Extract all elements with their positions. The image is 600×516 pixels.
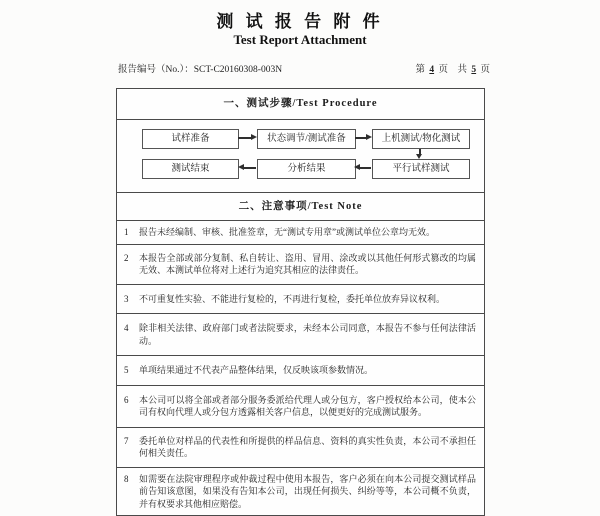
note-number: 5: [124, 365, 129, 375]
note-row: [117, 285, 484, 315]
note-number: 8: [124, 473, 129, 484]
note-text: 委托单位对样品的代表性和所提供的样品信息、资料的真实性负责，本公司不承担任何相关责任。: [139, 435, 476, 458]
page-subtitle: Test Report Attachment: [233, 32, 367, 47]
page-indicator-mid: 页 共: [438, 65, 467, 75]
note-text: 不可重复性实验、不能进行复检的，不再进行复检，委托单位放弃异议权利。: [139, 293, 446, 304]
arrow-left-icon: [244, 167, 256, 169]
arrow-down-icon: [419, 149, 421, 154]
note-number: 7: [124, 435, 129, 446]
note-text: 本报告全部或部分复制、私自转让、盗用、冒用、涂改或以其他任何形式篡改的均属无效、本测试单位将对上述行为追究其相应的法律责任。: [139, 252, 476, 275]
page-indicator: [415, 61, 490, 75]
note-row: [117, 245, 484, 285]
arrow-right-icon: [238, 137, 251, 139]
page-current-number: 4: [429, 65, 435, 75]
note-number: 6: [124, 394, 129, 405]
note-row: [117, 221, 484, 245]
flow-box-analyze-results: 分析结果: [257, 159, 356, 179]
flow-box-sample-prep: 试样准备: [142, 129, 239, 149]
flow-box-test-end: 测试结束: [142, 159, 239, 179]
test-procedure-flowchart: [117, 120, 484, 193]
note-row: [117, 428, 484, 468]
note-number: 4: [124, 323, 129, 333]
note-number: 2: [124, 252, 129, 263]
note-row: [117, 468, 484, 516]
note-text: 如需要在法院审理程序或仲裁过程中使用本报告，客户必须在向本公司提交测试样品前告知该意图，如果没有告知本公司，出现任何损失、纠纷等等，本公司概不负责，并有权要求其他相应赔偿。: [139, 473, 476, 509]
report-attachment-table: [116, 88, 485, 516]
flow-box-machine-test: 上机测试/物化测试: [372, 129, 470, 149]
section-header-notes: 二、注意事项/Test Note: [117, 193, 484, 221]
section-header-procedure: 一、测试步骤/Test Procedure: [117, 89, 484, 120]
page-title: 测 试 报 告 附 件: [216, 12, 384, 31]
page-indicator-suffix: 页: [480, 65, 490, 75]
report-number: [118, 61, 282, 75]
note-row: [117, 314, 484, 356]
note-row: [117, 386, 484, 428]
flow-box-conditioning: 状态调节/测试准备: [257, 129, 356, 149]
note-number: 1: [124, 227, 129, 237]
note-text: 除非相关法律、政府部门或者法院要求，未经本公司同意，本报告不参与任何法律活动。: [139, 323, 476, 346]
page-indicator-prefix: 第: [415, 65, 425, 75]
page-total-number: 5: [471, 65, 477, 75]
meta-row: [118, 61, 490, 75]
note-row: [117, 356, 484, 386]
flow-box-parallel-test: 平行试样测试: [372, 159, 470, 179]
note-number: 3: [124, 293, 129, 304]
note-text: 单项结果通过不代表产品整体结果，仅反映该项参数情况。: [139, 365, 374, 375]
note-text: 本公司可以将全部或者部分服务委派给代理人或分包方，客户授权给本公司，使本公司有权向代理人或分包方透露相关客户信息，以便更好的完成测试服务。: [139, 394, 476, 417]
report-number-value: SCT-C20160308-003N: [193, 65, 283, 75]
report-number-label: 报告编号（No.）：: [118, 65, 194, 75]
arrow-right-icon: [355, 137, 366, 139]
note-text: 报告未经编制、审核、批准签章，无“测试专用章”或测试单位公章均无效。: [139, 227, 435, 237]
arrow-left-icon: [360, 167, 371, 169]
